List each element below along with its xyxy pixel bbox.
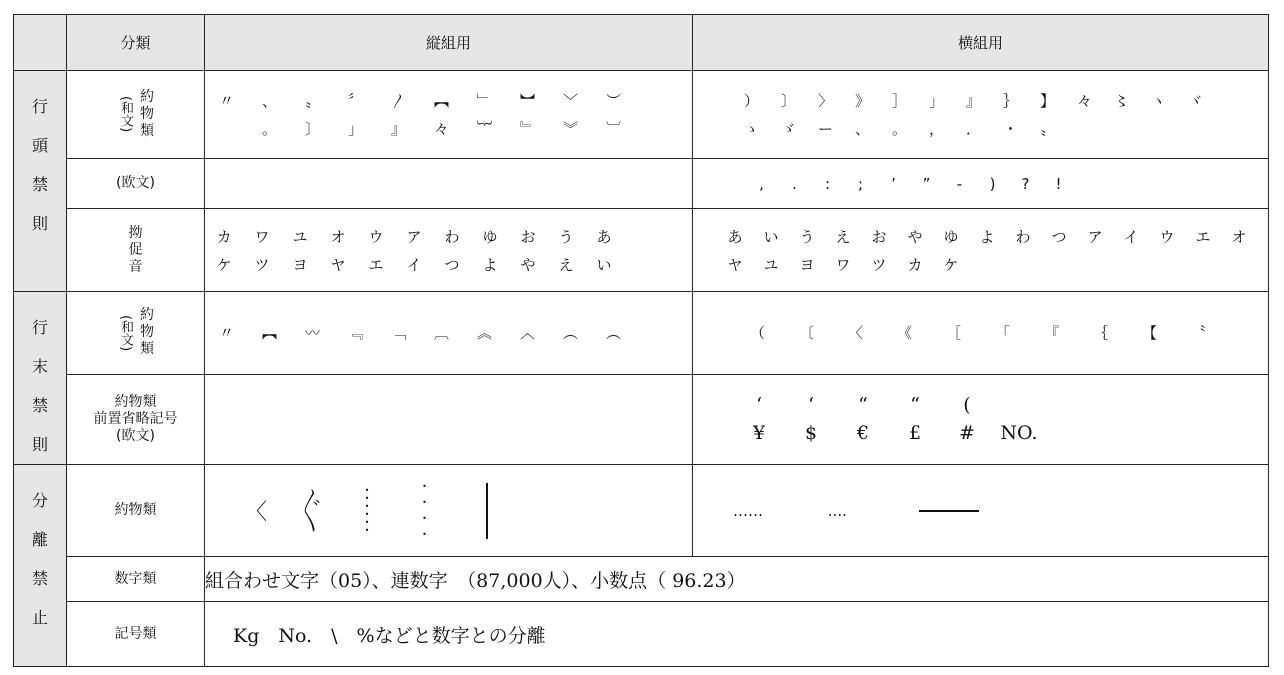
glyph: い <box>763 227 779 246</box>
glyph: ｝ <box>1002 92 1018 110</box>
wabun-line: 物 <box>140 324 154 341</box>
category-wabun-yakumono <box>67 71 205 159</box>
glyph: カ <box>907 255 923 274</box>
glyph: ユ <box>763 255 779 274</box>
yoon-line: 促 <box>128 241 143 258</box>
glyph: ︿ <box>519 324 535 343</box>
glyph: う <box>799 227 815 246</box>
glyph: つ <box>444 255 460 274</box>
glyph: ︽ <box>476 324 492 343</box>
glyph: ) <box>989 174 996 193</box>
glyph: 『 <box>1043 324 1059 343</box>
glyph: 】 <box>1039 92 1055 110</box>
glyph: い <box>596 255 612 274</box>
glyph: え <box>558 255 574 274</box>
glyph: 〝 <box>1190 324 1206 343</box>
glyph: ケ <box>216 255 232 274</box>
glyph: 》 <box>854 92 870 110</box>
glyph: £ <box>908 422 922 445</box>
glyph: .... <box>827 501 847 520</box>
glyph: 〈 <box>245 500 268 525</box>
glyph: あ <box>596 227 612 246</box>
glyph-line <box>745 170 1268 198</box>
glyph: ‘ <box>807 394 815 417</box>
glyph: ヤ <box>330 255 346 274</box>
glyph: 〔 <box>798 324 814 343</box>
group-char: 離 <box>31 530 48 549</box>
glyph: € <box>856 422 870 445</box>
glyph: ( <box>963 394 971 417</box>
glyph: 々 <box>1076 92 1092 110</box>
header-corner <box>14 15 67 71</box>
glyph: イ <box>406 255 422 274</box>
yoon-line: 音 <box>128 258 143 275</box>
glyph: ‘ <box>755 394 763 417</box>
glyph: エ <box>1195 227 1211 246</box>
prefix-line: 前置省略記号 <box>93 410 178 427</box>
glyph: ゝ <box>743 120 759 138</box>
cell-le-prefix-vertical <box>205 374 693 464</box>
glyph: 〟 <box>304 92 320 110</box>
glyph: エ <box>368 255 384 274</box>
group-char: 禁 <box>31 396 48 415</box>
category-numbers: 数字類 <box>67 557 205 602</box>
glyph: ー <box>817 120 833 138</box>
glyph: よ <box>979 227 995 246</box>
wabun-line: 類 <box>140 341 154 358</box>
glyph: ヤ <box>727 255 743 274</box>
glyph: ケ <box>943 255 959 274</box>
group-char: 行 <box>31 318 48 337</box>
glyph: 〈 <box>847 324 863 343</box>
glyph: ︶ <box>605 92 621 110</box>
glyph: 【 <box>1141 324 1157 343</box>
glyph: 〉 <box>817 92 833 110</box>
glyph: 々 <box>433 120 449 138</box>
glyph: ︵ <box>562 324 578 343</box>
glyph: ゞ <box>780 120 796 138</box>
glyph: ツ <box>871 255 887 274</box>
vertical-dots-icon: • • • • <box>422 481 427 539</box>
cell-ls-yoon-vertical <box>205 209 693 292</box>
glyph: ツ <box>254 255 270 274</box>
glyph: ﹀ <box>562 92 578 110</box>
cell-ns-numbers: 組合わせ文字（05）、連数字 （87,000人）、小数点（ 96.23） <box>205 557 1269 602</box>
glyph-line <box>733 419 1268 447</box>
yoon-line: 拗 <box>128 224 143 241</box>
category-symbols: 記号類 <box>67 602 205 667</box>
glyph: 〳 <box>390 92 406 110</box>
cell-ls-wabun-horizontal <box>693 71 1269 159</box>
cell-le-wabun-vertical <box>205 292 693 375</box>
glyph: “ <box>910 394 920 417</box>
group-char: 行 <box>31 97 48 116</box>
glyph: ゆ <box>482 227 498 246</box>
glyph: （ <box>749 324 765 343</box>
glyph: カ <box>216 227 232 246</box>
group-char: 分 <box>31 491 48 510</box>
glyph: ︼ <box>519 92 535 110</box>
glyph-line <box>205 222 692 250</box>
glyph: ヽ <box>1150 92 1166 110</box>
category-wabun-yakumono <box>67 292 205 375</box>
glyph: や <box>520 255 536 274</box>
glyph: ︵ <box>605 324 621 343</box>
glyph: 〻 <box>1113 92 1129 110</box>
glyph: ︾ <box>562 120 578 138</box>
cell-ls-obun-horizontal <box>693 159 1269 209</box>
cell-ls-yoon-horizontal <box>693 209 1269 292</box>
glyph: 〟 <box>1039 120 1055 138</box>
glyph: ア <box>406 227 422 246</box>
glyph: 』 <box>965 92 981 110</box>
category-obun: (欧文) <box>67 159 205 209</box>
glyph: ， <box>928 120 944 138</box>
glyph: 《 <box>896 324 912 343</box>
glyph: 。 <box>891 120 907 138</box>
glyph: ! <box>1055 174 1062 193</box>
rules-table <box>13 14 1269 667</box>
glyph: ［ <box>945 324 961 343</box>
glyph: 」 <box>347 120 363 138</box>
group-char: 禁 <box>31 175 48 194</box>
glyph: ヨ <box>799 255 815 274</box>
glyph-line <box>733 391 1268 419</box>
cell-ns-yakumono-horizontal <box>693 465 1269 557</box>
glyph: $ <box>804 422 818 445</box>
glyph: NO. <box>1000 422 1038 445</box>
glyph: ︻ <box>433 92 449 110</box>
glyph: え <box>835 227 851 246</box>
glyph-line <box>205 319 692 347</box>
glyph: お <box>520 227 536 246</box>
glyph-line <box>205 250 692 278</box>
glyph-line <box>733 115 1268 143</box>
vertical-dots-icon: • • • • • • <box>364 485 370 535</box>
category-yoon <box>67 209 205 292</box>
glyph-line <box>717 250 1268 278</box>
group-no-split <box>14 465 67 667</box>
glyph: や <box>907 227 923 246</box>
glyph: つ <box>1051 227 1067 246</box>
glyph: ゆ <box>943 227 959 246</box>
glyph: ア <box>1087 227 1103 246</box>
cell-ns-yakumono-vertical <box>205 465 693 557</box>
glyph: オ <box>330 227 346 246</box>
category-prefix-symbols <box>67 374 205 464</box>
glyph: …… <box>733 501 763 520</box>
glyph: 。 <box>261 120 277 138</box>
header-category: 分類 <box>67 15 205 71</box>
cell-le-wabun-horizontal <box>693 292 1269 375</box>
group-char: 末 <box>31 357 48 376</box>
wabun-line: 約 <box>140 307 154 324</box>
cell-ns-symbols: Kg No. \ %などと数字との分離 <box>205 602 1269 667</box>
wabun-paren: (和文) <box>118 96 133 133</box>
glyph: ｛ <box>1092 324 1108 343</box>
wabun-paren: (和文) <box>118 314 133 351</box>
glyph: 〃 <box>218 92 234 110</box>
glyph: ワ <box>835 255 851 274</box>
prefix-line: (欧文) <box>116 427 155 444</box>
glyph: あ <box>727 227 743 246</box>
glyph: ﹁ <box>390 324 406 343</box>
glyph: オ <box>1231 227 1247 246</box>
glyph: ’ <box>891 174 896 193</box>
glyph: . <box>792 174 797 193</box>
glyph: 、 <box>261 92 277 110</box>
glyph: 〕 <box>780 92 796 110</box>
group-char: 則 <box>31 214 48 233</box>
glyph: - <box>956 174 963 193</box>
glyph: : <box>824 174 831 193</box>
wabun-line: 物 <box>140 106 154 122</box>
group-char: 止 <box>31 608 48 627</box>
category-yakumono: 約物類 <box>67 465 205 557</box>
glyph: ﹃ <box>347 324 363 343</box>
glyph: ︻ <box>261 324 277 343</box>
glyph-line <box>205 87 692 115</box>
group-line-start <box>14 71 67 292</box>
group-line-end <box>14 292 67 465</box>
glyph: 」 <box>928 92 944 110</box>
glyph: ． <box>965 120 981 138</box>
glyph: ・ <box>1002 120 1018 138</box>
horizontal-dash-icon <box>919 510 979 512</box>
glyph-line <box>717 222 1268 250</box>
glyph: ︺ <box>605 120 621 138</box>
wabun-line: 類 <box>140 123 154 139</box>
glyph: , <box>759 174 764 193</box>
group-char: 禁 <box>31 569 48 588</box>
glyph: う <box>558 227 574 246</box>
glyph: わ <box>444 227 460 246</box>
glyph: ¥ <box>752 422 766 445</box>
glyph: ﹂ <box>476 92 492 110</box>
glyph: ︹ <box>433 324 449 343</box>
glyph: 〃 <box>218 324 234 343</box>
glyph: “ <box>858 394 868 417</box>
glyph: 』 <box>390 120 406 138</box>
glyph: ］ <box>891 92 907 110</box>
header-vertical: 縦組用 <box>205 15 693 71</box>
glyph: ︸ <box>476 120 492 138</box>
glyph: 、 <box>854 120 870 138</box>
glyph: ヾ <box>1187 92 1203 110</box>
glyph: ユ <box>292 227 308 246</box>
glyph: 〲 <box>299 500 322 525</box>
glyph: 「 <box>994 324 1010 343</box>
group-char: 則 <box>31 435 48 454</box>
glyph: お <box>871 227 887 246</box>
prefix-line: 約物類 <box>114 393 157 410</box>
glyph: ） <box>743 92 759 110</box>
glyph-line <box>733 87 1268 115</box>
glyph: 〕 <box>304 120 320 138</box>
glyph: 〰 <box>304 324 320 343</box>
glyph-line <box>205 115 692 143</box>
glyph: よ <box>482 255 498 274</box>
glyph: イ <box>1123 227 1139 246</box>
glyph-line <box>733 319 1268 347</box>
wabun-line: 約 <box>140 89 154 105</box>
cell-ls-wabun-vertical <box>205 71 693 159</box>
glyph: ﹄ <box>519 120 535 138</box>
glyph: 〞 <box>347 92 363 110</box>
glyph: わ <box>1015 227 1031 246</box>
glyph: ワ <box>254 227 270 246</box>
glyph: ウ <box>1159 227 1175 246</box>
glyph: ; <box>857 174 864 193</box>
vertical-dash-icon <box>486 483 488 539</box>
glyph: ヨ <box>292 255 308 274</box>
cell-ls-obun-vertical <box>205 159 693 209</box>
glyph: ウ <box>368 227 384 246</box>
glyph: ” <box>922 174 931 193</box>
glyph: ? <box>1021 174 1030 193</box>
glyph: # <box>959 422 975 445</box>
header-horizontal: 横組用 <box>693 15 1269 71</box>
group-char: 頭 <box>31 136 48 155</box>
cell-le-prefix-horizontal <box>693 374 1269 464</box>
